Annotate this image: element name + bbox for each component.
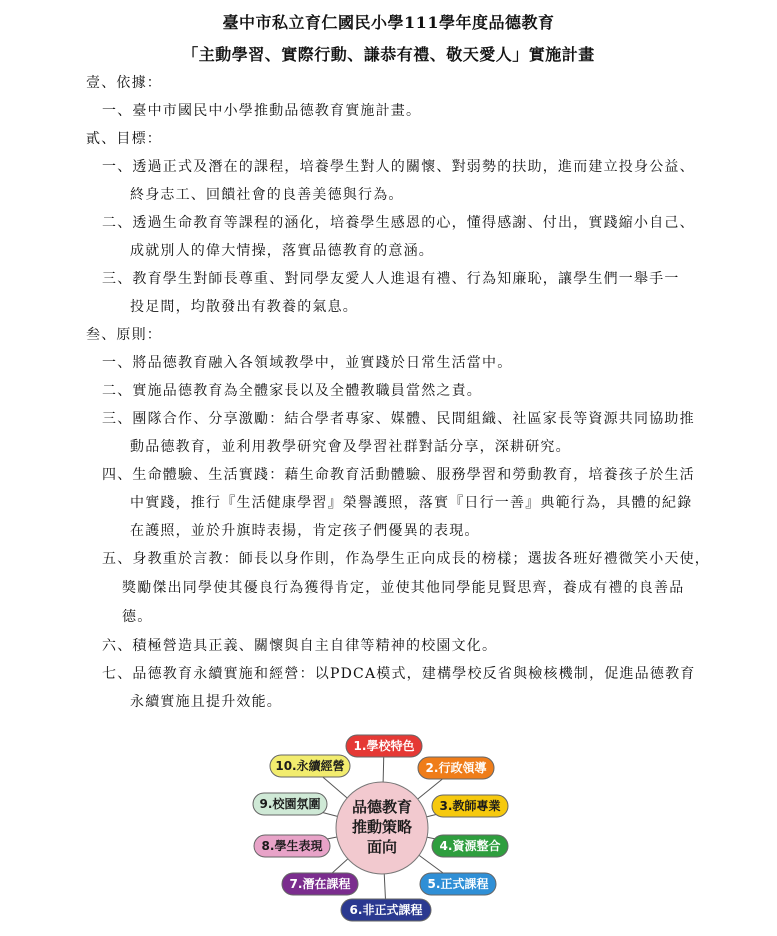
- goal-line: 成就別人的偉大情操，落實品德教育的意涵。: [130, 243, 434, 259]
- document-subtitle: 「主動學習、實際行動、謙恭有禮、敬天愛人」實施計畫: [182, 45, 595, 64]
- diagram-node-label: 5.正式課程: [427, 877, 489, 891]
- goal-line: 一、透過正式及潛在的課程，培養學生對人的關懷、對弱勢的扶助，進而建立投身公益、: [102, 159, 695, 175]
- section-heading-principles: 叁、原則：: [86, 327, 162, 343]
- document-title: 臺中市私立育仁國民小學111學年度品德教育: [222, 13, 555, 32]
- principle-line: 德。: [122, 609, 153, 625]
- diagram-node-label: 6.非正式課程: [349, 903, 423, 917]
- diagram-node-label: 4.資源整合: [439, 839, 501, 853]
- strategy-diagram-svg: [240, 726, 540, 936]
- principle-line: 七、品德教育永續實施和經營：以PDCA模式，建構學校反省與檢核機制，促進品德教育: [102, 666, 696, 682]
- section-heading-basis: 壹、依據：: [86, 75, 162, 91]
- principle-line: 二、實施品德教育為全體家長以及全體教職員當然之責。: [102, 383, 482, 399]
- goal-line: 終身志工、回饋社會的良善美德與行為。: [130, 187, 404, 203]
- principle-line: 五、身教重於言教：師長以身作則，作為學生正向成長的榜樣；選拔各班好禮微笑小天使，: [102, 551, 710, 567]
- diagram-center-label-2: 推動策略: [351, 818, 413, 836]
- basis-item: 一、臺中市國民中小學推動品德教育實施計畫。: [102, 103, 422, 119]
- principle-line: 六、積極營造具正義、關懷與自主自律等精神的校園文化。: [102, 638, 498, 654]
- principle-line: 永續實施且提升效能。: [130, 694, 282, 710]
- diagram-node-label: 3.教師專業: [439, 799, 501, 813]
- principle-line: 一、將品德教育融入各領域教學中，並實踐於日常生活當中。: [102, 355, 513, 371]
- principle-line: 動品德教育，並利用教學研究會及學習社群對話分享，深耕研究。: [130, 439, 571, 455]
- diagram-node-label: 7.潛在課程: [289, 877, 351, 891]
- principle-line: 在護照，並於升旗時表揚，肯定孩子們優異的表現。: [130, 523, 480, 539]
- diagram-center-label-3: 面向: [366, 838, 398, 856]
- goal-line: 二、透過生命教育等課程的涵化，培養學生感恩的心，懂得感謝、付出，實踐縮小自己、: [102, 215, 695, 231]
- section-heading-goals: 貳、目標：: [86, 131, 162, 147]
- diagram-node-label: 2.行政領導: [425, 761, 487, 775]
- diagram-center-label-1: 品德教育: [351, 798, 413, 816]
- diagram-node-label: 9.校園氛圍: [259, 797, 321, 811]
- principle-line: 四、生命體驗、生活實踐：藉生命教育活動體驗、服務學習和勞動教育，培養孩子於生活: [102, 467, 695, 483]
- diagram-node-label: 8.學生表現: [261, 839, 323, 853]
- principle-line: 中實踐，推行『生活健康學習』榮譽護照，落實『日行一善』典範行為，具體的紀錄: [130, 495, 693, 511]
- principle-line: 三、團隊合作、分享激勵：結合學者專家、媒體、民間組織、社區家長等資源共同協助推: [102, 411, 695, 427]
- goal-line: 投足間，均散發出有教養的氣息。: [130, 299, 358, 315]
- goal-line: 三、教育學生對師長尊重、對同學友愛人人進退有禮、行為知廉恥，讓學生們一舉手一: [102, 271, 680, 287]
- diagram-node-label: 10.永續經營: [275, 759, 345, 773]
- diagram-node-label: 1.學校特色: [353, 739, 415, 753]
- principle-line: 獎勵傑出同學使其優良行為獲得肯定，並使其他同學能見賢思齊，養成有禮的良善品: [122, 580, 685, 596]
- strategy-diagram: [240, 726, 540, 936]
